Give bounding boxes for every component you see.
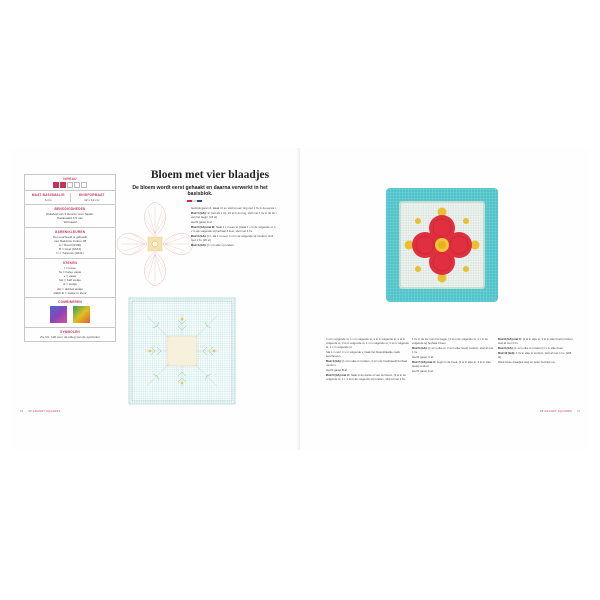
size-header: MAAT BASISMALIG	[31, 192, 65, 197]
round-text: Hecht garen A af.	[191, 220, 213, 225]
footer-left	[20, 410, 61, 413]
round-label: Rnd 4 (GA):	[326, 359, 342, 364]
round-text: Hecht garen B af.	[326, 368, 348, 373]
stitches-line: dst = dubbel stokje	[57, 286, 83, 291]
instructions-column-1	[326, 337, 409, 382]
yarn-section	[25, 228, 115, 259]
instruction-paragraph	[498, 337, 574, 345]
page-number-right: 97	[577, 410, 581, 413]
round-text: 1 hv in de 3e l van het begin, [3 st in de volgende st, 1 v in de volgende st] herhaal 3 keer.	[412, 337, 488, 346]
size-section	[25, 191, 115, 205]
granny-square-photo	[386, 188, 498, 302]
yarn-list	[27, 235, 113, 256]
round-label: Rnd 4 (GA):	[191, 243, 207, 248]
round-label: Rnd 3 (GA):	[191, 234, 207, 239]
flower-petal-diagram	[115, 198, 195, 290]
instruction-paragraph	[326, 373, 409, 381]
difficulty-section	[25, 175, 115, 191]
combi-swatch-1	[50, 306, 67, 323]
instruction-paragraph	[191, 234, 277, 243]
yarn-line: C = Turkoois (9441)	[56, 251, 84, 256]
difficulty-box	[53, 182, 60, 188]
round-text: [1 v in elke v] rondom.	[207, 243, 235, 248]
round-label: Rnd 8 (GA) met C:	[498, 337, 523, 341]
round-text: 1 hv in elke st rondom, sluit af met 1 hv. [108 st]	[498, 350, 572, 359]
tools-header: BENODIGDHEDEN	[54, 207, 86, 211]
tools-section	[25, 205, 115, 228]
difficulty-box	[81, 182, 88, 188]
stitches-line: l = losse	[64, 265, 76, 270]
instruction-paragraph	[326, 359, 409, 367]
combi-section	[25, 298, 115, 328]
yarn-header: GAREN/KLEUREN	[54, 229, 86, 234]
instructions-column-2	[412, 337, 495, 374]
round-text: Werk losse draadjes weg en span het blok op.	[498, 359, 556, 364]
right-page	[300, 148, 590, 450]
difficulty-meter	[27, 182, 113, 188]
stitches-line: v = vaste	[63, 274, 77, 279]
yarn-line: Het voorbeeld is gehaakt	[52, 234, 88, 239]
round-text: [1 st in elke st, 3 st in elke hoek] rondom, sluit af met 1 hv.	[412, 346, 494, 355]
instruction-paragraph	[191, 206, 277, 210]
instruction-paragraph	[191, 243, 277, 247]
instruction-paragraph	[412, 355, 495, 359]
tools-line: Haaknaald 3,5 mm	[57, 216, 83, 221]
symbols-line: Zie blz. 120 voor de uitleg van de symbolen	[40, 335, 100, 340]
round-text: Sla 1 v over, 1 v in volgende v, haak het bloemblaadje zoals beschreven.	[326, 350, 400, 359]
info-sidebar	[24, 174, 116, 342]
difficulty-box	[67, 182, 74, 188]
instruction-paragraph	[326, 350, 409, 358]
stitches-header: STEKEN	[62, 260, 78, 265]
stitches-line: stkbb kl = stokje in kleur	[53, 290, 87, 295]
final-size-value: 12 x 12 cm	[84, 197, 100, 202]
stitches-line: hv = halve vaste	[58, 269, 82, 274]
instruction-paragraph	[412, 346, 495, 354]
instruction-paragraph	[191, 225, 277, 234]
square-chart-diagram	[127, 296, 237, 406]
combi-swatch-2	[73, 306, 90, 323]
instruction-paragraph	[412, 337, 495, 345]
round-text: 3 st in volgende st, 1 v in volgende st, 3 st in volgende st, 2 st in volgende st, 3 st in volgende st, 1 v in volgende st, 3 st in volgende st, 1 v in volgende st.	[326, 337, 409, 350]
round-label: Rnd 7 (GA) met A:	[412, 359, 436, 364]
round-text: Hecht garen A af.	[412, 368, 434, 373]
page-subtitle: De bloem wordt eerst gehaakt en daarna verwerkt in het basisblok.	[132, 185, 268, 198]
yarn-line: met Rainbow Cotton 08	[53, 238, 87, 243]
round-text: Gebruik garen A. Haak 4 l en sluit tot een ring met 1 hv in de eerste l.	[191, 206, 277, 210]
yarn-line: B = Geel (9433)	[59, 247, 81, 252]
size-value: 6 cm	[44, 197, 52, 202]
instructions-text	[191, 206, 277, 248]
instruction-paragraph	[498, 360, 574, 364]
footer-right	[540, 410, 581, 413]
tools-line: Wolnaald	[63, 220, 77, 225]
instruction-paragraph	[498, 346, 574, 350]
round-text: haak 1 v in een st, [haak 1 v in de volgende st, 1 v in elk volgende st] herhaal 4 keer, sluit met 1 hv.	[191, 224, 276, 234]
yarn-line: A = Rood (9430)	[58, 243, 82, 248]
final-size-header: EINDFORMAAT	[78, 192, 105, 197]
difficulty-label: NIVEAU	[63, 177, 77, 181]
symbols-list	[27, 335, 113, 339]
round-text: [1 st in elke st, 3 st in elke hoek] rondom, sluit af met 1 hv.	[498, 337, 574, 346]
round-label: Rnd 5 (GA) met C:	[326, 373, 351, 377]
symbols-header: SYMBOLEN	[60, 330, 80, 335]
footer-left-title: 99 GRANNY SQUARES	[28, 410, 61, 413]
round-text: 3 l (telt als 1 st), 15 st in de ring, sluit met 1 hv in de 3e l van het begin. [16 st]	[191, 210, 277, 220]
round-label: Rnd 9 (GA):	[498, 346, 514, 350]
instruction-paragraph	[412, 360, 495, 368]
round-label: Rnd 6 (GA):	[412, 346, 428, 350]
combi-swatches	[27, 306, 113, 323]
book-spread	[10, 148, 590, 450]
round-text: haak in de derde st van de bloem, [3 st in de volgende st, 1 l, 3 st in de volgende st] rondom, sluit af met 1 hv.	[326, 373, 406, 382]
round-text: [1 l, sla 1 st over, 1 st in de volgende st] rondom, sluit met 1 hv. [20 st]	[191, 234, 274, 243]
page-number-left: 96	[20, 410, 24, 413]
stitches-section	[25, 259, 115, 298]
round-label: Rnd 1 (GA):	[191, 210, 207, 215]
instruction-paragraph	[191, 211, 277, 220]
tools-list	[27, 212, 113, 225]
stitches-line: st = stokje	[62, 282, 77, 287]
difficulty-box	[60, 182, 67, 188]
round-text: [1 st in elke st rondom] 1 v in elke hoek.	[514, 346, 564, 350]
difficulty-box	[74, 182, 81, 188]
round-text: Hecht garen C af.	[412, 355, 434, 359]
tools-line: Wolafval van 4 kleuren voor haakn.	[45, 212, 95, 216]
instruction-paragraph	[412, 369, 495, 373]
stitches-list	[27, 266, 113, 295]
round-label: Rnd 10 (GA):	[498, 350, 516, 355]
instruction-paragraph	[498, 351, 574, 359]
stitches-line: hst = half stokje	[59, 278, 81, 283]
round-text: begin in de hoek, [1 st in elke st, 3 st in elke hoek] rondom.	[412, 359, 491, 368]
symbols-section	[25, 328, 115, 341]
round-label: Rnd 2 (GA) met B:	[191, 224, 216, 229]
page-title: Bloem met vier blaadjes	[150, 169, 270, 181]
instruction-paragraph	[326, 337, 409, 350]
combi-header: COMBINEREN	[58, 300, 82, 305]
left-page	[10, 148, 300, 450]
round-text: [1 st in elke st rondom, 3 st in de hoeksteek] herhaal rondom.	[326, 359, 408, 368]
instruction-paragraph	[326, 368, 409, 372]
footer-right-title: 99 GRANNY SQUARES	[540, 410, 573, 413]
instruction-paragraph	[191, 220, 277, 224]
instructions-column-3	[498, 337, 574, 365]
